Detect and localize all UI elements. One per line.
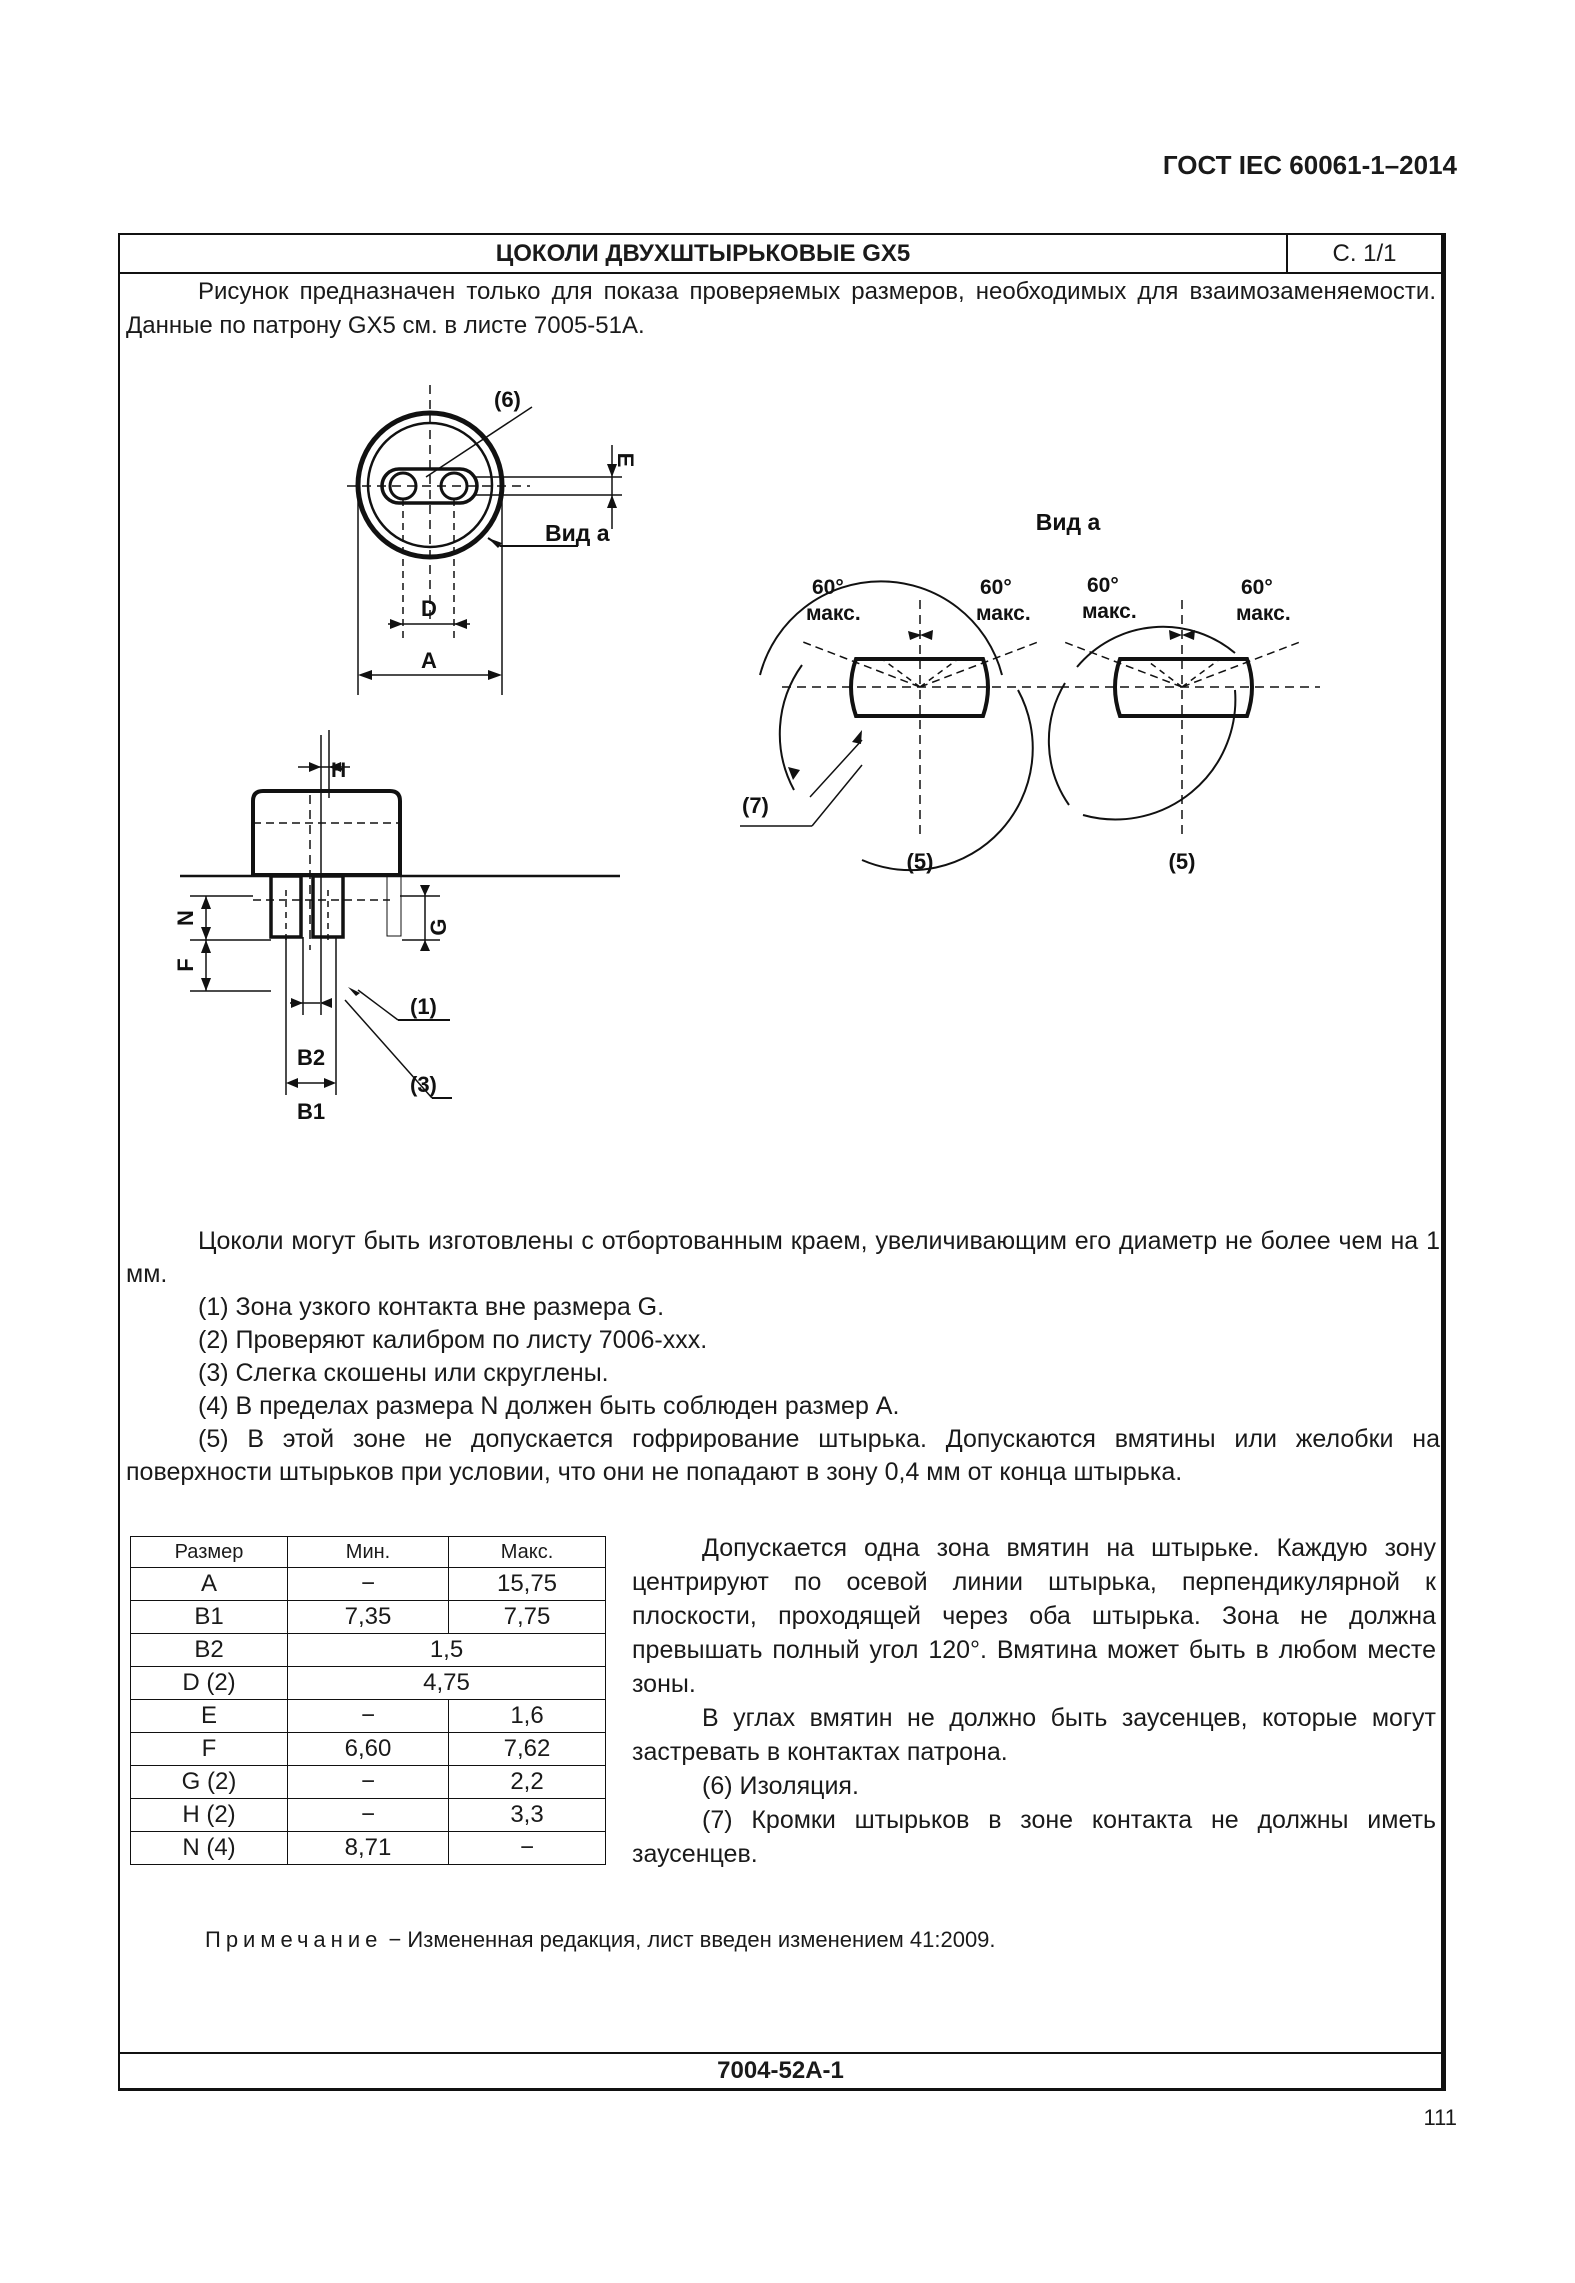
table-cell: 8,71 (288, 1832, 449, 1865)
side-view (180, 730, 620, 1098)
table-cell: 7,75 (449, 1601, 606, 1634)
standard-header: ГОСТ IEC 60061-1–2014 (1162, 150, 1457, 180)
table-header: Макс. (449, 1537, 606, 1568)
table-cell: 15,75 (449, 1568, 606, 1601)
label-1: (1) (410, 994, 437, 1019)
note-line (205, 1927, 996, 1953)
intro-text: Рисунок предназначен только для показа проверяемых размеров, необходимых для взаимозаменяемости. Данные по патрону GX5 см. в листе 7005-51А. (126, 278, 1436, 339)
sheet-frame (118, 233, 1446, 2091)
label-E: E (613, 452, 638, 468)
table-cell: 7,35 (288, 1601, 449, 1634)
label-N: N (173, 910, 198, 926)
table-header-row (131, 1537, 606, 1568)
angle-3-note: макс. (1082, 600, 1137, 623)
angle-2-note: макс. (976, 602, 1031, 625)
table-row (131, 1766, 606, 1799)
angle-4-note: макс. (1236, 602, 1291, 625)
note-paragraph: (2) Проверяют калибром по листу 7006-ххх. (198, 1326, 708, 1354)
right-paragraph: Допускается одна зона вмятин на штырьке. Каждую зону центрируют по осевой линии штырька, перпендикулярной к плоскости, проходящей через оба штырька. Зона не должна превышать полный угол 120°. Вмятина может быть в любом месте зоны. (632, 1534, 1436, 1698)
label-B1: B1 (296, 1099, 326, 1124)
label-6: (6) (494, 387, 521, 412)
label-3: (3) (410, 1072, 437, 1097)
right-paragraph: (7) Кромки штырьков в зоне контакта не должны иметь заусенцев. (632, 1806, 1436, 1868)
label-F: F (173, 958, 198, 972)
sheet-title: ЦОКОЛИ ДВУХШТЫРЬКОВЫЕ GX5 (120, 235, 1288, 272)
angle-1-note: макс. (806, 602, 861, 625)
table-cell: 7,62 (449, 1733, 606, 1766)
view-a-arrows (788, 630, 1195, 780)
note-paragraph: (1) Зона узкого контакта вне размера G. (198, 1293, 665, 1321)
table-row (131, 1799, 606, 1832)
sheet-code: 7004-52А-1 (120, 2052, 1441, 2088)
table-cell: D (2) (131, 1667, 288, 1700)
table-cell: A (131, 1568, 288, 1601)
sheet-number: С. 1/1 (1332, 240, 1397, 267)
label-B2: B2 (296, 1045, 326, 1070)
label-5-left: (5) (906, 849, 934, 874)
table-cell: 1,5 (288, 1634, 606, 1667)
table-row (131, 1700, 606, 1733)
note-paragraph: (4) В пределах размера N должен быть соблюден размер А. (198, 1392, 900, 1420)
angle-1: 60° (812, 576, 844, 599)
table-cell: 1,6 (449, 1700, 606, 1733)
dimensions-table (130, 1536, 606, 1865)
table-row (131, 1568, 606, 1601)
table-cell: − (288, 1568, 449, 1601)
table-cell: 2,2 (449, 1766, 606, 1799)
side-view-arrows (201, 762, 430, 1088)
angle-2: 60° (980, 576, 1012, 599)
table-row (131, 1733, 606, 1766)
table-row (131, 1634, 606, 1667)
label-D: D (421, 596, 437, 621)
table-cell: H (2) (131, 1799, 288, 1832)
label-H: H (331, 759, 347, 782)
table-header: Мин. (288, 1537, 449, 1568)
table-row (131, 1667, 606, 1700)
note-paragraph: Цоколи могут быть изготовлены с отбортованным краем, увеличивающим его диаметр не более чем на 1 мм. (126, 1227, 1440, 1288)
table-cell: 6,60 (288, 1733, 449, 1766)
angle-3: 60° (1087, 574, 1119, 597)
table-cell: E (131, 1700, 288, 1733)
note-paragraph: (5) В этой зоне не допускается гофрирование штырька. Допускаются вмятины или желобки на поверхности штырьков при условии, что они не попадают в зону 0,4 мм от конца штырька. (126, 1425, 1440, 1486)
table-cell: 4,75 (288, 1667, 606, 1700)
label-view-a-ref: Вид а (545, 520, 610, 546)
right-paragraph: В углах вмятин не должно быть заусенцев, которые могут застревать в контактах патрона. (632, 1704, 1436, 1766)
note-text: − Измененная редакция, лист введен изменением 41:2009. (382, 1927, 996, 1952)
table-cell: − (288, 1766, 449, 1799)
table-row (131, 1601, 606, 1634)
page-number: 111 (1423, 2105, 1457, 2130)
table-cell: B1 (131, 1601, 288, 1634)
notes-block (126, 1225, 1440, 1489)
table-cell: 3,3 (449, 1799, 606, 1832)
table-cell: B2 (131, 1634, 288, 1667)
right-notes (632, 1531, 1436, 1871)
right-paragraph: (6) Изоляция. (702, 1772, 859, 1800)
angle-4: 60° (1241, 576, 1273, 599)
table-header: Размер (131, 1537, 288, 1568)
label-5-right: (5) (1168, 849, 1196, 874)
table-cell: − (449, 1832, 606, 1865)
table-row (131, 1832, 606, 1865)
table-cell: − (288, 1799, 449, 1832)
label-G: G (426, 918, 451, 936)
view-a-title: Вид а (1035, 509, 1101, 535)
label-A: A (421, 648, 437, 673)
table-cell: G (2) (131, 1766, 288, 1799)
technical-drawing (120, 235, 1443, 1225)
note-label: Примечание (205, 1927, 383, 1952)
table-cell: N (4) (131, 1832, 288, 1865)
note-paragraph: (3) Слегка скошены или скруглены. (198, 1359, 609, 1387)
table-cell: − (288, 1700, 449, 1733)
label-7: (7) (742, 793, 769, 818)
table-cell: F (131, 1733, 288, 1766)
